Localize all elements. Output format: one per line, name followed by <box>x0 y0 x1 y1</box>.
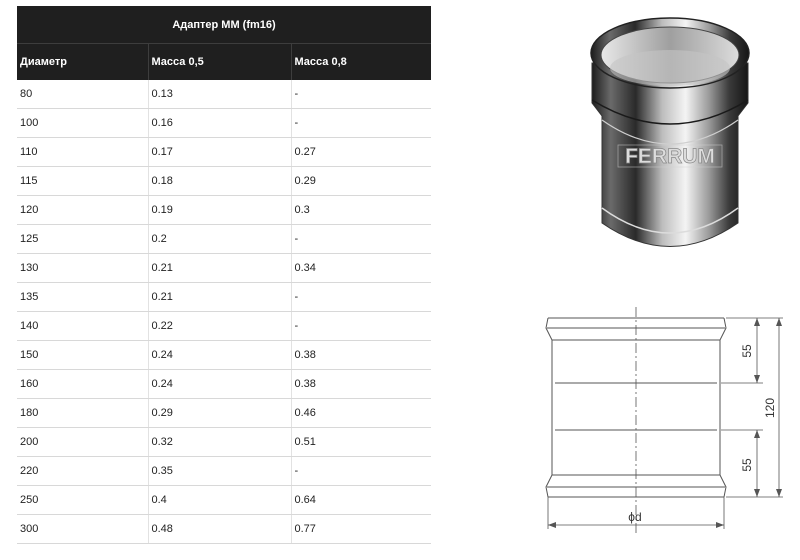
cell-mass-08: - <box>291 80 431 109</box>
cell-mass-08: 0.38 <box>291 341 431 370</box>
ferrum-logo: FERRUM <box>625 145 715 168</box>
cell-mass-08: - <box>291 283 431 312</box>
cell-diameter: 125 <box>17 225 148 254</box>
cell-mass-08: 0.46 <box>291 399 431 428</box>
table-row <box>17 254 431 283</box>
cell-diameter: 250 <box>17 486 148 515</box>
cell-mass-05: 0.21 <box>148 254 291 283</box>
cell-diameter: 130 <box>17 254 148 283</box>
dim-bottom-label: 55 <box>740 458 754 472</box>
spec-table <box>17 6 431 544</box>
header-diameter: Диаметр <box>17 44 148 81</box>
table-row <box>17 167 431 196</box>
cell-mass-08: 0.64 <box>291 486 431 515</box>
header-mass-08: Масса 0,8 <box>291 44 431 81</box>
cell-diameter: 135 <box>17 283 148 312</box>
table-row <box>17 428 431 457</box>
table-row <box>17 399 431 428</box>
cell-mass-05: 0.16 <box>148 109 291 138</box>
cell-diameter: 180 <box>17 399 148 428</box>
cell-mass-05: 0.24 <box>148 370 291 399</box>
cell-mass-05: 0.35 <box>148 457 291 486</box>
cell-mass-05: 0.13 <box>148 80 291 109</box>
cell-diameter: 110 <box>17 138 148 167</box>
table-row <box>17 312 431 341</box>
cell-mass-08: 0.51 <box>291 428 431 457</box>
cell-mass-05: 0.21 <box>148 283 291 312</box>
cell-diameter: 120 <box>17 196 148 225</box>
dim-top-label: 55 <box>740 344 754 358</box>
cell-mass-05: 0.48 <box>148 515 291 544</box>
cell-mass-08: - <box>291 109 431 138</box>
cell-diameter: 300 <box>17 515 148 544</box>
cell-mass-05: 0.18 <box>148 167 291 196</box>
dim-total-label: 120 <box>763 397 777 419</box>
cell-mass-08: - <box>291 457 431 486</box>
table-row <box>17 515 431 544</box>
cell-diameter: 160 <box>17 370 148 399</box>
cell-diameter: 100 <box>17 109 148 138</box>
cell-mass-08: 0.77 <box>291 515 431 544</box>
cell-mass-08: 0.29 <box>291 167 431 196</box>
product-photo <box>580 8 760 258</box>
cell-diameter: 150 <box>17 341 148 370</box>
table-row <box>17 283 431 312</box>
cell-diameter: 220 <box>17 457 148 486</box>
cell-diameter: 80 <box>17 80 148 109</box>
cell-mass-05: 0.24 <box>148 341 291 370</box>
cell-diameter: 200 <box>17 428 148 457</box>
cell-mass-08: 0.3 <box>291 196 431 225</box>
table-row <box>17 486 431 515</box>
diameter-label: ϕd <box>628 510 642 524</box>
table-title: Адаптер ММ (fm16) <box>17 6 431 44</box>
cell-mass-05: 0.32 <box>148 428 291 457</box>
cell-mass-05: 0.29 <box>148 399 291 428</box>
table-body <box>17 80 431 544</box>
cell-mass-05: 0.19 <box>148 196 291 225</box>
table-row <box>17 225 431 254</box>
cell-mass-05: 0.2 <box>148 225 291 254</box>
table-row <box>17 370 431 399</box>
table-row <box>17 457 431 486</box>
cell-mass-08: - <box>291 312 431 341</box>
cell-mass-08: - <box>291 225 431 254</box>
header-mass-05: Масса 0,5 <box>148 44 291 81</box>
cell-mass-05: 0.22 <box>148 312 291 341</box>
cell-mass-08: 0.38 <box>291 370 431 399</box>
cell-diameter: 115 <box>17 167 148 196</box>
table-row <box>17 138 431 167</box>
technical-drawing <box>515 305 795 545</box>
cell-mass-05: 0.4 <box>148 486 291 515</box>
cell-mass-08: 0.34 <box>291 254 431 283</box>
table-row <box>17 341 431 370</box>
cell-mass-08: 0.27 <box>291 138 431 167</box>
table-row <box>17 109 431 138</box>
cell-diameter: 140 <box>17 312 148 341</box>
table-row <box>17 80 431 109</box>
cell-mass-05: 0.17 <box>148 138 291 167</box>
table-row <box>17 196 431 225</box>
